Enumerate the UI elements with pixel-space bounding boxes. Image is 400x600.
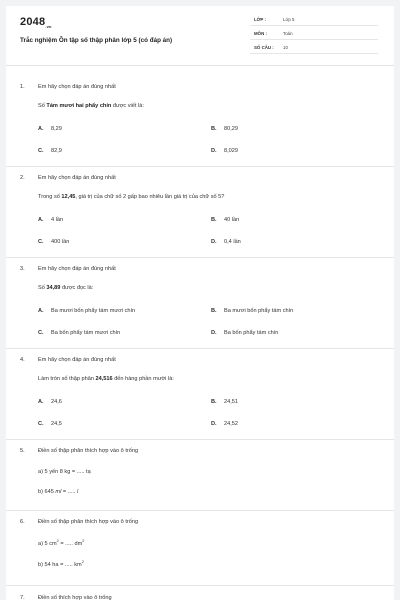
question-1-option-b[interactable]: B. 80,29: [211, 126, 238, 132]
divider: [6, 439, 394, 440]
site-logo[interactable]: $2048_{.vn}$: [20, 16, 52, 30]
question-3-option-a[interactable]: A. Ba mươi bốn phẩy tám mươi chín: [38, 308, 136, 314]
meta-class: [250, 14, 378, 26]
question-3-option-b[interactable]: B. Ba mươi bốn phẩy tám chín: [211, 308, 294, 314]
question-4-prompt: Làm tròn số thập phân 24,516 đến hàng phần mười là:: [38, 376, 174, 382]
question-4-option-a[interactable]: A. 24,6: [38, 399, 62, 405]
question-4-number: 4.: [20, 357, 25, 363]
question-7-text: Điền số thích hợp vào ô trống: [38, 595, 112, 600]
question-2-option-c[interactable]: C. 400 lần: [38, 239, 70, 245]
question-6-number: 6.: [20, 519, 25, 525]
question-3-option-c[interactable]: C. Ba bốn phẩy tám mươi chín: [38, 330, 121, 336]
divider: [6, 166, 394, 167]
meta-subject-label: MÔN :: [254, 31, 267, 36]
worksheet-page: [6, 6, 394, 600]
question-6-text: Điền số thập phân thích hợp vào ô trống: [38, 519, 139, 525]
question-1-option-d[interactable]: D. 8,029: [211, 148, 238, 154]
meta-subject: [250, 28, 378, 40]
question-2-number: 2.: [20, 175, 25, 181]
question-7-number: 7.: [20, 595, 25, 600]
question-2-text: Em hãy chọn đáp án đúng nhất: [38, 175, 116, 181]
question-1-text: Em hãy chọn đáp án đúng nhất: [38, 84, 116, 90]
question-1-number: 1.: [20, 84, 25, 90]
question-5-line-a[interactable]: a) 5 yến 8 kg = ..... tạ: [38, 469, 91, 475]
question-5-number: 5.: [20, 448, 25, 454]
divider: [6, 257, 394, 258]
question-3-option-d[interactable]: D. Ba bốn phẩy tám chín: [211, 330, 279, 336]
question-4-option-c[interactable]: C. 24,5: [38, 421, 62, 427]
question-3-text: Em hãy chọn đáp án đúng nhất: [38, 266, 116, 272]
divider: [6, 585, 394, 586]
meta-class-value: Lớp 5: [283, 17, 295, 22]
meta-question-count-value: 10: [283, 45, 288, 50]
meta-subject-value: Toán: [283, 31, 293, 36]
question-2-option-b[interactable]: B. 40 lần: [211, 217, 240, 223]
meta-question-count: [250, 42, 378, 54]
meta-question-count-label: SỐ CÂU :: [254, 45, 274, 50]
question-3-number: 3.: [20, 266, 25, 272]
question-4-option-d[interactable]: D. 24,52: [211, 421, 238, 427]
divider: [6, 510, 394, 511]
question-4-option-b[interactable]: B. 24,51: [211, 399, 238, 405]
question-6-line-b[interactable]: b) 54 ha = ..... $km^2$: [38, 560, 84, 568]
question-6-line-a[interactable]: a) 5 $cm^2$ = ..... $dm^2$: [38, 539, 85, 547]
question-2-prompt: Trong số 12,45, giá trị của chữ số 2 gấp bao nhiêu lần giá trị của chữ số 5?: [38, 194, 225, 200]
question-2-option-a[interactable]: A. 4 lần: [38, 217, 64, 223]
page-title: Trắc nghiệm Ôn tập số thập phân lớp 5 (có đáp án): [20, 37, 173, 44]
question-5-text: Điền số thập phân thích hợp vào ô trống: [38, 448, 139, 454]
divider: [6, 348, 394, 349]
meta-class-label: LỚP :: [254, 17, 266, 22]
question-4-text: Em hãy chọn đáp án đúng nhất: [38, 357, 116, 363]
worksheet-header: [6, 6, 394, 66]
question-3-prompt: Số 34,89 được đọc là:: [38, 285, 94, 291]
question-2-option-d[interactable]: D. 0,4 lần: [211, 239, 241, 245]
question-5-line-b[interactable]: b) 645 ml = ..... l: [38, 489, 79, 495]
question-1-option-c[interactable]: C. 82,9: [38, 148, 62, 154]
question-1-option-a[interactable]: A. 8,29: [38, 126, 62, 132]
question-1-prompt: Số Tám mươi hai phẩy chín được viết là:: [38, 103, 144, 109]
